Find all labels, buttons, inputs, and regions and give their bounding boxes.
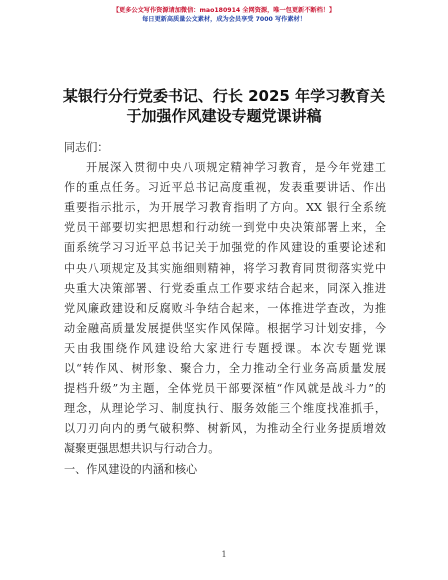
- paragraph-line: 以“转作风、树形象、聚合力，全力推动全行业务高质量发展: [64, 362, 386, 376]
- banner-promo-line: 【更多公文写作资源请加微信：mao180914 全网资源，唯一包更新不断档！】: [112, 7, 336, 14]
- paragraph-line: 提档升级”为主题，全体党员干部要深植“作风就是战斗力”的: [64, 382, 386, 396]
- paragraph-line: 开展深入贯彻中央八项规定精神学习教育，是今年党建工: [86, 161, 386, 175]
- paragraph-line: 动金融高质量发展提供坚实作风保障。根据学习计划安排，今: [64, 321, 386, 335]
- paragraph-line: 中央八项规定及其实施细则精神，将学习教育同贯彻落实党中: [64, 261, 386, 275]
- title-line-1: 某银行分行党委书记、行长 2025 年学习教育关: [62, 87, 386, 105]
- page-number: 1: [221, 550, 227, 559]
- paragraph-line: 党风廉政建设和反腐败斗争结合起来，一体推进学查改，为推: [64, 301, 386, 315]
- title-line-2: 于加强作风建设专题党课讲稿: [126, 107, 322, 125]
- paragraph-line: 天由我围绕作风建设给大家进行专题授课。本次专题党课: [64, 341, 386, 355]
- paragraph-line: 凝聚更强思想共识与行动合力。: [64, 442, 220, 456]
- banner-subtitle-line: 每日更新高质量公文素材，成为会员享受 7000 写作素材！: [142, 16, 306, 23]
- paragraph-line: 面系统学习习近平总书记关于加强党的作风建设的重要论述和: [64, 241, 386, 255]
- paragraph-line: 以刀刃向内的勇气破积弊、树新风，为推动全行业务提质增效: [64, 422, 386, 436]
- paragraph-1: [64, 158, 386, 459]
- section-heading-1: 一、作风建设的内涵和核心: [64, 462, 198, 476]
- greeting: 同志们：: [64, 141, 109, 154]
- paragraph-line: 央重大决策部署、行党委重点工作要求结合起来，同深入推进: [64, 281, 386, 295]
- header-banner: [0, 6, 448, 24]
- document-body: [64, 138, 386, 480]
- paragraph-line: 重要指示批示，为开展学习教育指明了方向。XX 银行全系统: [64, 201, 386, 215]
- document-title: [54, 86, 394, 126]
- paragraph-line: 作的重点任务。习近平总书记高度重视，发表重要讲话、作出: [64, 181, 386, 195]
- paragraph-line: 理念，从理论学习、制度执行、服务效能三个维度找准抓手，: [64, 402, 386, 416]
- paragraph-line: 党员干部要切实把思想和行动统一到党中央决策部署上来，全: [64, 221, 386, 235]
